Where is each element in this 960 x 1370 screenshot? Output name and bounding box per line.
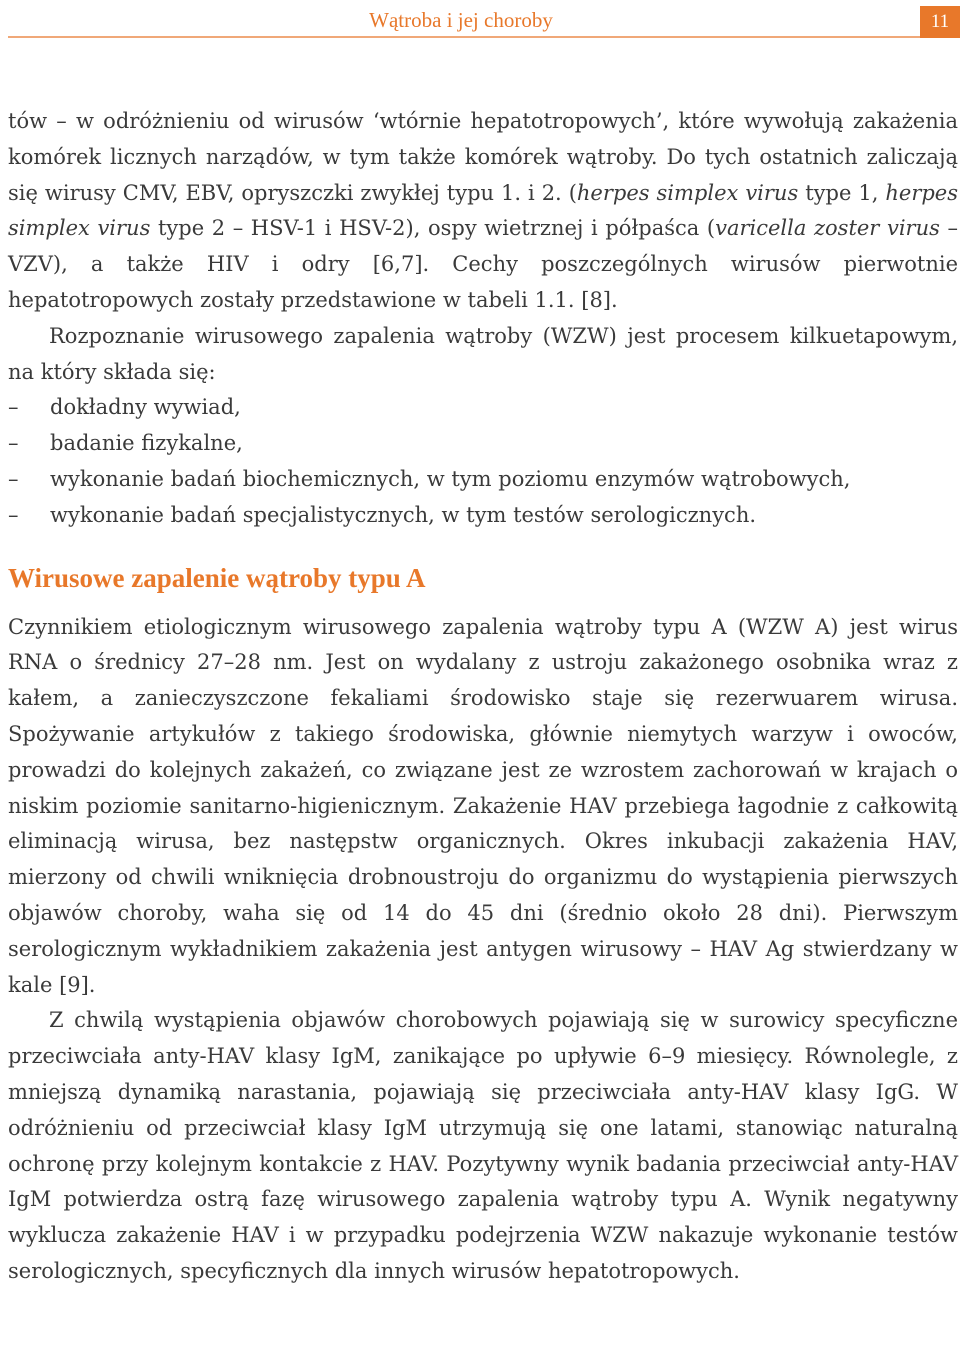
paragraph-hav-serology: Z chwilą wystąpienia objawów chorobowych pojawiają się w surowicy specyficzne przeciwciała anty-HAV klasy IgM, zanikające po upływie 6–9 miesięcy. Równolegle, z mniejszą dynamiką narastania, pojawiają się przeciwciała anty-HAV klasy IgG. W odróżnieniu od przeciwciał klasy IgM utrzymują się one latami, stanowiąc naturalną ochronę przy kolejnym kontakcie z HAV. Pozytywny wynik badania przeciwciał anty-HAV IgM potwierdza ostrą fazę wirusowego zapalenia wątroby typu A. Wynik negatywny wyklucza zakażenie HAV i w przypadku podejrzenia WZW nakazuje wykonanie testów serologicznych, specyficznych dla innych wirusów hepatotropowych.: [8, 1008, 958, 1283]
paragraph-diagnosis: Rozpoznanie wirusowego zapalenia wątroby (WZW) jest procesem kilkuetapowym, na który składa się:: [8, 323, 958, 384]
paragraph-intro: [8, 104, 958, 319]
list-item-text: wykonanie badań biochemicznych, w tym poziomu enzymów wątrobowych,: [50, 466, 851, 491]
list-item: [8, 426, 958, 462]
running-header: [8, 0, 960, 38]
list-item-text: dokładny wywiad,: [50, 395, 241, 420]
dash-bullet: –: [8, 466, 19, 491]
list-item-text: wykonanie badań specjalistycznych, w tym testów serologicznych.: [50, 502, 757, 527]
list-item: [8, 462, 958, 498]
list-item: [8, 498, 958, 534]
text-run: – VZV), a także HIV i odry [6,7]. Cechy poszczególnych wirusów pierwotnie hepatotropowych zostały przedstawione w tabeli 1.1. [8].: [8, 216, 958, 312]
text-run: tów – w odróżnieniu od wirusów ‘wtórnie hepatotropowych’, które wywołują zakażenia komórek licznych narządów, w tym także komórek wątroby. Do tych ostatnich zaliczają się wirusy CMV, EBV, opryszczki zwykłej typu 1. i 2. (: [8, 109, 958, 205]
paragraph-hav-etiology: Czynnikiem etiologicznym wirusowego zapalenia wątroby typu A (WZW A) jest wirus RNA o średnicy 27–28 nm. Jest on wydalany z ustroju zakażonego osobnika wraz z kałem, a zanieczyszczone fekaliami środowisko staje się rezerwuarem wirusa. Spożywanie artykułów z takiego środowiska, głównie niemytych warzyw i owoców, prowadzi do kolejnych zakażeń, co związane jest ze wzrostem zachorowań w krajach o niskim poziomie sanitarno-higienicznym. Zakażenie HAV przebiega łagodnie z całkowitą eliminacją wirusa, bez następstw organicznych. Okres inkubacji zakażenia HAV, mierzony od chwili wniknięcia drobnoustroju do organizmu do wystąpienia pierwszych objawów choroby, waha się od 14 do 45 dni (średnio około 28 dni). Pierwszym serologicznym wykładnikiem zakażenia jest antygen wirusowy – HAV Ag stwierdzany w kale [9].: [8, 614, 958, 997]
page-number: 11: [920, 6, 960, 38]
text-run: type 1,: [798, 180, 886, 205]
text-run: type 2 – HSV-1 i HSV-2), ospy wietrznej i półpaśca (: [150, 216, 716, 241]
body-text: [8, 104, 958, 1290]
diagnosis-steps-list: [8, 390, 958, 533]
running-title: Wątroba i jej choroby: [369, 8, 553, 32]
latin-term: herpes simplex virus: [8, 180, 959, 241]
list-item-text: badanie fizykalne,: [50, 431, 243, 456]
dash-bullet: –: [8, 431, 19, 456]
section-heading: Wirusowe zapalenie wątroby typu A: [8, 562, 426, 593]
list-item: [8, 390, 958, 426]
latin-term: varicella zoster virus: [715, 216, 940, 241]
dash-bullet: –: [8, 395, 19, 420]
dash-bullet: –: [8, 502, 19, 527]
latin-term: herpes simplex virus: [576, 180, 799, 205]
